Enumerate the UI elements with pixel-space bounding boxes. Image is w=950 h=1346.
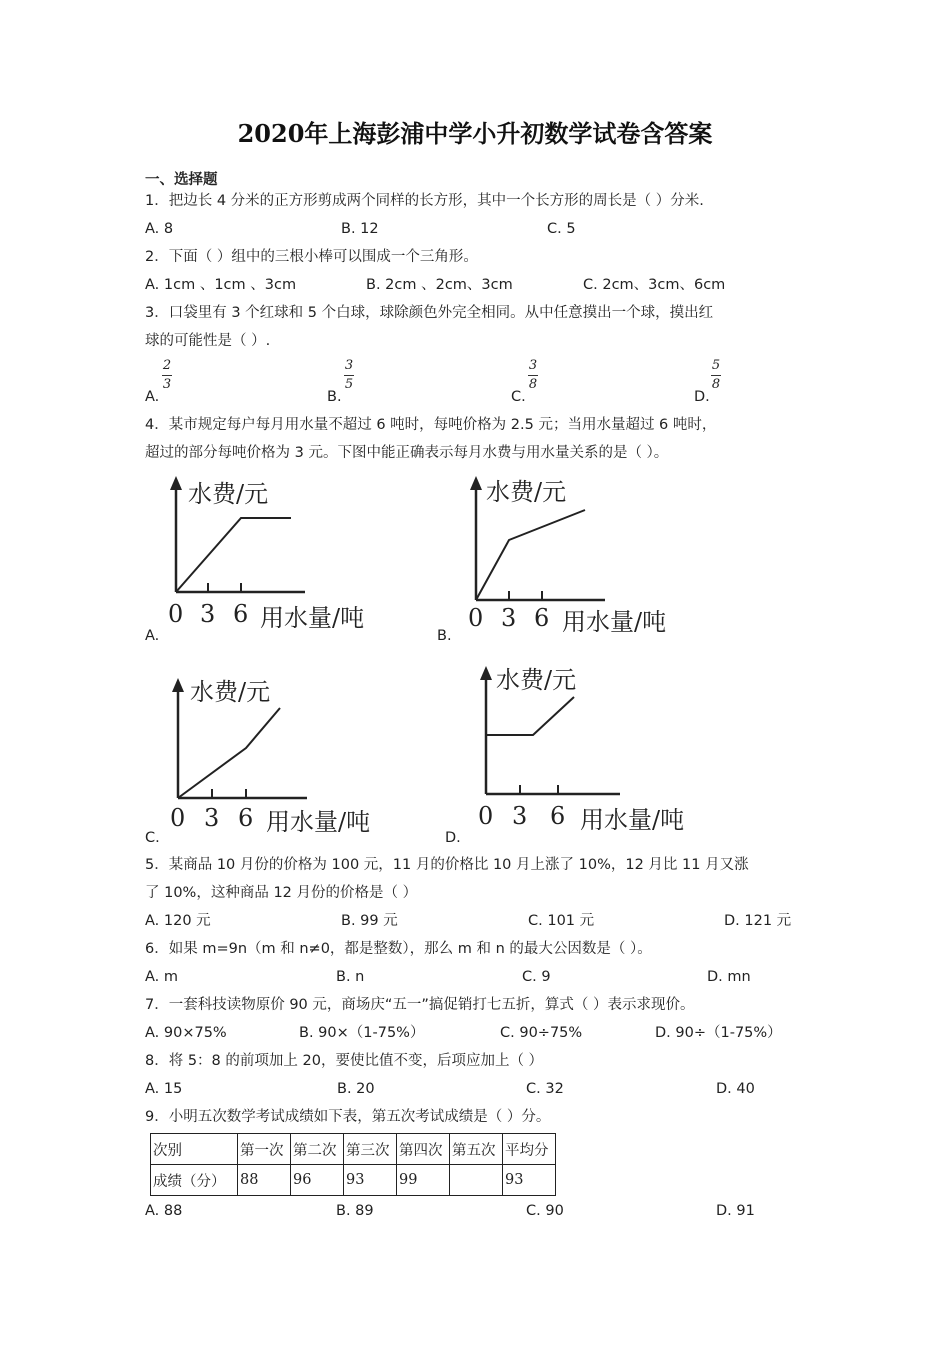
tick-0: 0 [478,802,494,830]
score-table [150,1133,556,1196]
y-axis-label: 水费/元 [486,478,567,506]
question-7-text: 7．一套科技读物原价 90 元，商场庆“五一”搞促销打七五折，算式（ ）表示求现价。 [145,997,695,1013]
question-9-text: 9．小明五次数学考试成绩如下表，第五次考试成绩是（ ）分。 [145,1109,551,1125]
denominator: 3 [162,377,172,392]
tick-6: 6 [233,600,249,628]
tick-0: 0 [170,804,186,832]
question-3-line2: 球的可能性是（ ）. [145,333,271,349]
q5-option-c[interactable]: C. 101 元 [528,913,595,929]
table-header-cell: 平均分 [503,1134,556,1165]
q1-option-c[interactable]: C. 5 [547,221,576,237]
table-cell: 93 [344,1165,397,1196]
question-2-text: 2．下面（ ）组中的三根小棒可以围成一个三角形。 [145,249,478,265]
q7-option-d[interactable]: D. 90÷（1-75%） [655,1025,782,1041]
numerator: 5 [711,358,721,373]
table-header-cell: 第四次 [397,1134,450,1165]
q3-option-d[interactable]: D. [694,389,710,405]
graph-d [470,660,730,839]
table-cell: 96 [291,1165,344,1196]
q2-option-a[interactable]: A. 1cm 、1cm 、3cm [145,277,297,293]
numerator: 3 [528,358,538,373]
section-heading: 一、选择题 [145,172,218,188]
question-4-line1: 4．某市规定每户每月用水量不超过 6 吨时，每吨价格为 2.5 元；当用水量超过 6 吨时， [145,417,717,433]
tick-3: 3 [204,804,220,832]
q7-option-a[interactable]: A. 90×75% [145,1025,227,1041]
q9-option-c[interactable]: C. 90 [526,1203,564,1219]
denominator: 8 [711,377,721,392]
q4-option-b[interactable]: B. [437,628,452,644]
question-5-line1: 5．某商品 10 月份的价格为 100 元，11 月的价格比 10 月上涨了 10%，12 月比 11 月又涨 [145,857,749,873]
table-header-row [151,1134,556,1165]
tick-0: 0 [168,600,184,628]
q8-option-c[interactable]: C. 32 [526,1081,564,1097]
q4-option-d[interactable]: D. [445,830,461,846]
q5-option-d[interactable]: D. 121 元 [724,913,792,929]
tick-6: 6 [534,604,550,632]
numerator: 2 [162,358,172,373]
q2-option-c[interactable]: C. 2cm、3cm、6cm [583,277,726,293]
table-header-cell: 第五次 [450,1134,503,1165]
q7-option-b[interactable]: B. 90×（1-75%） [299,1025,425,1041]
tick-6: 6 [550,802,566,830]
q3-fraction-b [344,359,354,392]
x-axis-label: 用水量/吨 [562,608,667,636]
q3-fraction-c [528,359,538,392]
page-title: 2020年上海彭浦中学小升初数学试卷含答案 [237,119,713,148]
q3-option-a[interactable]: A. [145,389,160,405]
q4-option-c[interactable]: C. [145,830,160,846]
graph-b [460,470,710,639]
q8-option-a[interactable]: A. 15 [145,1081,183,1097]
q8-option-b[interactable]: B. 20 [337,1081,375,1097]
q7-option-c[interactable]: C. 90÷75% [500,1025,583,1041]
q3-option-c[interactable]: C. [511,389,526,405]
question-8-text: 8．将 5：8 的前项加上 20，要使比值不变，后项应加上（ ） [145,1053,544,1069]
x-axis-label: 用水量/吨 [266,808,371,836]
graph-c [162,672,412,841]
table-cell: 88 [238,1165,291,1196]
q1-option-b[interactable]: B. 12 [341,221,379,237]
tick-3: 3 [200,600,216,628]
q4-option-a[interactable]: A. [145,628,160,644]
q6-option-d[interactable]: D. mn [707,969,751,985]
q2-option-b[interactable]: B. 2cm 、2cm、3cm [366,277,513,293]
question-3-line1: 3．口袋里有 3 个红球和 5 个白球，球除颜色外完全相同。从中任意摸出一个球，摸出红 [145,305,714,321]
denominator: 5 [344,377,354,392]
q9-option-b[interactable]: B. 89 [336,1203,374,1219]
x-axis-label: 用水量/吨 [580,806,685,834]
q6-option-c[interactable]: C. 9 [522,969,551,985]
q6-option-b[interactable]: B. n [336,969,365,985]
table-cell [450,1165,503,1196]
tick-0: 0 [468,604,484,632]
table-header-cell: 次别 [151,1134,238,1165]
q6-option-a[interactable]: A. m [145,969,179,985]
question-1-text: 1．把边长 4 分米的正方形剪成两个同样的长方形，其中一个长方形的周长是（ ）分米. [145,193,704,209]
q5-option-a[interactable]: A. 120 元 [145,913,211,929]
question-6-text: 6．如果 m=9n（m 和 n≠0，都是整数），那么 m 和 n 的最大公因数是（ ）。 [145,941,652,957]
q9-option-a[interactable]: A. 88 [145,1203,183,1219]
q8-option-d[interactable]: D. 40 [716,1081,755,1097]
table-row [151,1165,556,1196]
q3-option-b[interactable]: B. [327,389,342,405]
q5-option-b[interactable]: B. 99 元 [341,913,398,929]
tick-3: 3 [501,604,517,632]
tick-6: 6 [238,804,254,832]
table-header-cell: 第三次 [344,1134,397,1165]
question-5-line2: 了 10%，这种商品 12 月份的价格是（ ） [145,885,418,901]
numerator: 3 [344,358,354,373]
q3-fraction-a [162,359,172,392]
q9-option-d[interactable]: D. 91 [716,1203,755,1219]
tick-3: 3 [512,802,528,830]
question-4-line2: 超过的部分每吨价格为 3 元。下图中能正确表示每月水费与用水量关系的是（ ）。 [145,445,669,461]
y-axis-label: 水费/元 [188,480,269,508]
table-cell: 99 [397,1165,450,1196]
table-cell: 93 [503,1165,556,1196]
y-axis-label: 水费/元 [190,678,271,706]
table-header-cell: 第二次 [291,1134,344,1165]
y-axis-label: 水费/元 [496,666,577,694]
denominator: 8 [528,377,538,392]
q1-option-a[interactable]: A. 8 [145,221,174,237]
table-cell: 成绩（分） [151,1165,238,1196]
graph-a [160,470,365,639]
x-axis-label: 用水量/吨 [260,604,365,632]
table-header-cell: 第一次 [238,1134,291,1165]
q3-fraction-d [711,359,721,392]
